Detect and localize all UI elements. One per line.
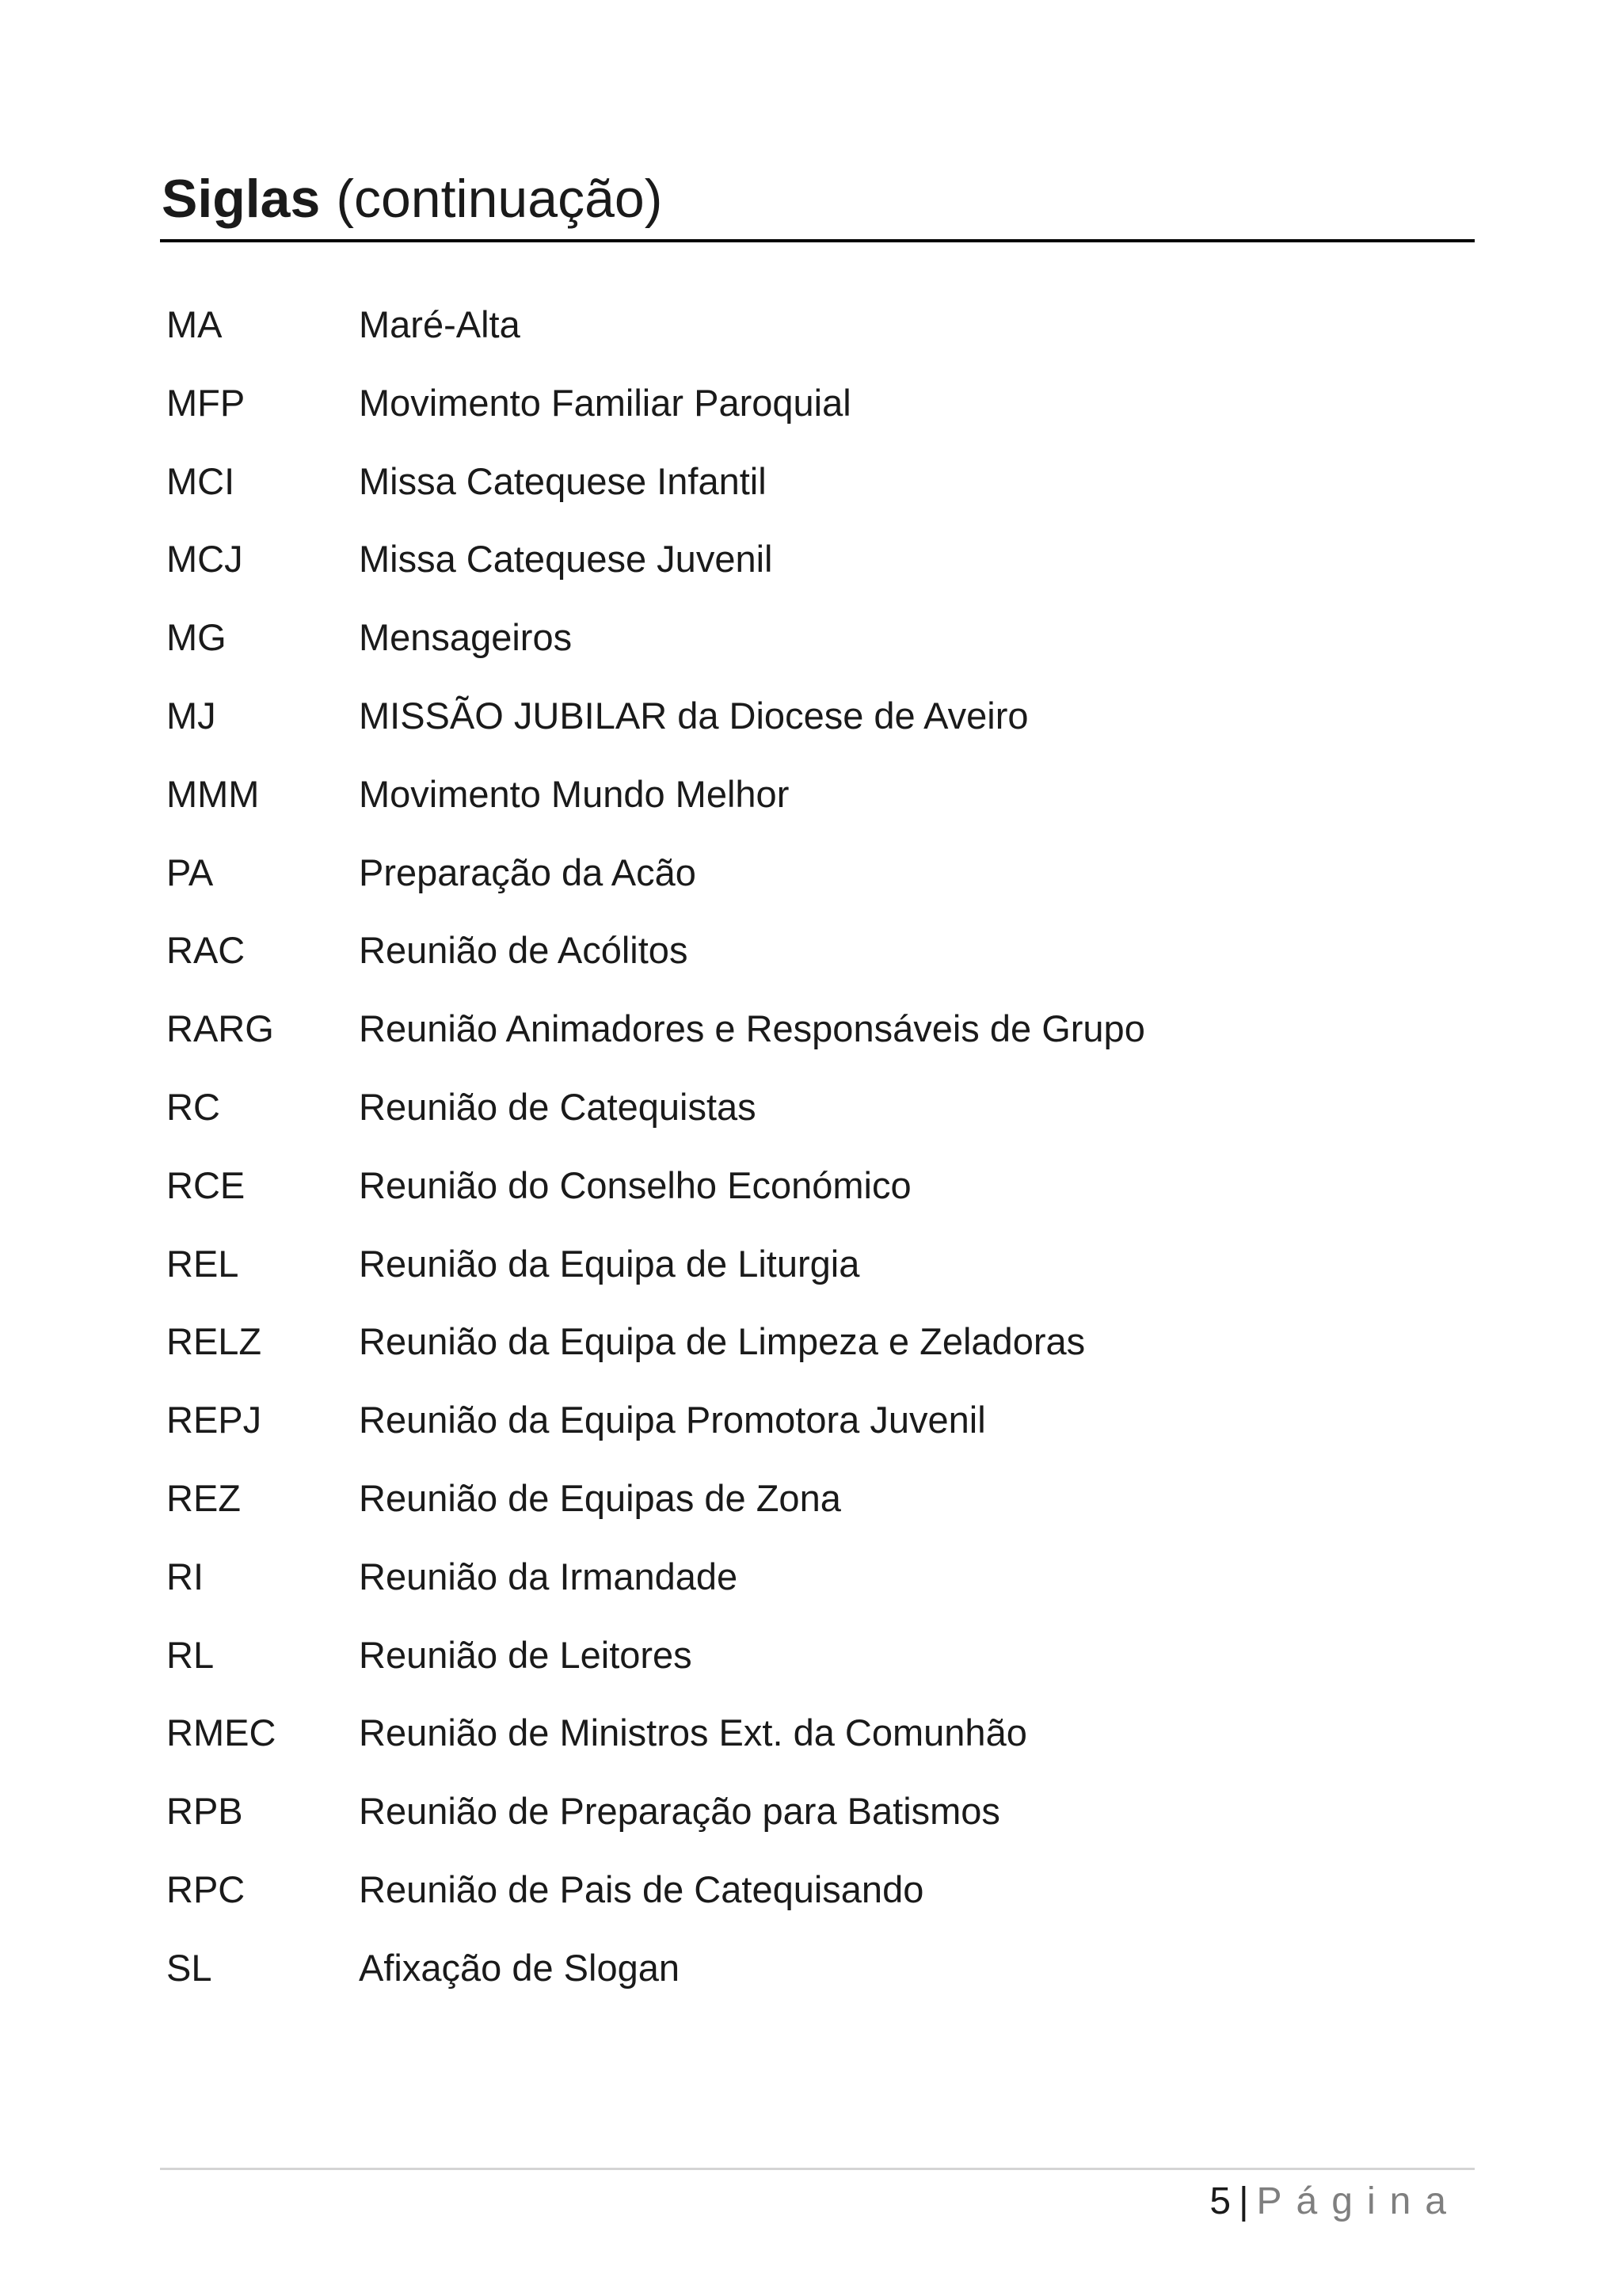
acronym: RPC (166, 1868, 246, 1910)
acronym-meaning: Reunião da Equipa Promotora Juvenil (359, 1399, 986, 1441)
acronym: MJ (166, 694, 216, 737)
list-item (166, 1318, 1434, 1396)
acronym-meaning: Reunião de Pais de Catequisando (359, 1868, 924, 1910)
acronym: RPB (166, 1790, 243, 1833)
list-item (166, 1709, 1434, 1788)
acronym: SL (166, 1946, 212, 1989)
list-item (166, 1944, 1434, 2023)
footer-divider (160, 2168, 1475, 2170)
heading-subtitle: (continuação) (336, 169, 663, 229)
acronym: PA (166, 851, 214, 893)
list-item (166, 1475, 1434, 1553)
list-item (166, 1553, 1434, 1632)
acronym-meaning: Missa Catequese Juvenil (359, 538, 773, 581)
acronym-meaning: Reunião de Catequistas (359, 1085, 756, 1128)
acronym: MMM (166, 772, 260, 815)
page-label: Página (1256, 2180, 1460, 2222)
acronym-meaning: Reunião Animadores e Responsáveis de Grupo (359, 1007, 1145, 1050)
acronym: RMEC (166, 1712, 276, 1754)
list-item (166, 535, 1434, 614)
list-item (166, 692, 1434, 771)
list-item (166, 1396, 1434, 1475)
acronym: MCI (166, 459, 235, 502)
acronym-meaning: MISSÃO JUBILAR da Diocese de Aveiro (359, 694, 1029, 737)
acronym: REL (166, 1242, 239, 1285)
list-item (166, 1240, 1434, 1319)
page-footer (1209, 2178, 1460, 2226)
acronym-meaning: Reunião da Equipa de Liturgia (359, 1242, 860, 1285)
list-item (166, 927, 1434, 1005)
heading-title: Siglas (162, 169, 321, 229)
acronym-meaning: Reunião de Ministros Ext. da Comunhão (359, 1712, 1027, 1754)
list-item (166, 1866, 1434, 1944)
acronym-meaning: Preparação da Acão (359, 851, 696, 893)
acronym: MCJ (166, 538, 243, 581)
page-number: 5 (1209, 2180, 1232, 2222)
acronym: REPJ (166, 1399, 262, 1441)
acronym: RELZ (166, 1320, 262, 1363)
list-item (166, 379, 1434, 458)
list-item (166, 1005, 1434, 1083)
acronym-meaning: Maré-Alta (359, 303, 520, 345)
page-heading (162, 163, 662, 234)
acronym-meaning: Reunião de Equipas de Zona (359, 1476, 841, 1519)
list-item (166, 614, 1434, 692)
list-item (166, 1162, 1434, 1240)
list-item (166, 1632, 1434, 1710)
acronym-meaning: Movimento Mundo Melhor (359, 772, 790, 815)
acronym-meaning: Reunião de Acólitos (359, 929, 688, 972)
acronym-meaning: Reunião do Conselho Económico (359, 1163, 912, 1206)
acronym: MFP (166, 381, 246, 424)
acronym-meaning: Missa Catequese Infantil (359, 459, 767, 502)
acronym: RC (166, 1085, 220, 1128)
footer-separator: | (1239, 2180, 1249, 2222)
acronym-meaning: Reunião da Equipa de Limpeza e Zeladoras (359, 1320, 1086, 1363)
acronym-list (166, 301, 1434, 2023)
acronym: RI (166, 1555, 204, 1597)
acronym: RAC (166, 929, 246, 972)
acronym-meaning: Reunião de Preparação para Batismos (359, 1790, 1000, 1833)
acronym-meaning: Mensageiros (359, 616, 573, 659)
list-item (166, 771, 1434, 849)
acronym: RARG (166, 1007, 274, 1050)
acronym-meaning: Afixação de Slogan (359, 1946, 680, 1989)
list-item (166, 849, 1434, 927)
list-item (166, 1788, 1434, 1866)
list-item (166, 458, 1434, 536)
acronym-meaning: Reunião de Leitores (359, 1633, 692, 1676)
list-item (166, 301, 1434, 379)
list-item (166, 1083, 1434, 1162)
acronym-meaning: Movimento Familiar Paroquial (359, 381, 851, 424)
acronym: RCE (166, 1163, 246, 1206)
acronym: MG (166, 616, 227, 659)
heading-divider (160, 239, 1475, 242)
acronym: RL (166, 1633, 215, 1676)
acronym: MA (166, 303, 223, 345)
acronym: REZ (166, 1476, 241, 1519)
acronym-meaning: Reunião da Irmandade (359, 1555, 738, 1597)
